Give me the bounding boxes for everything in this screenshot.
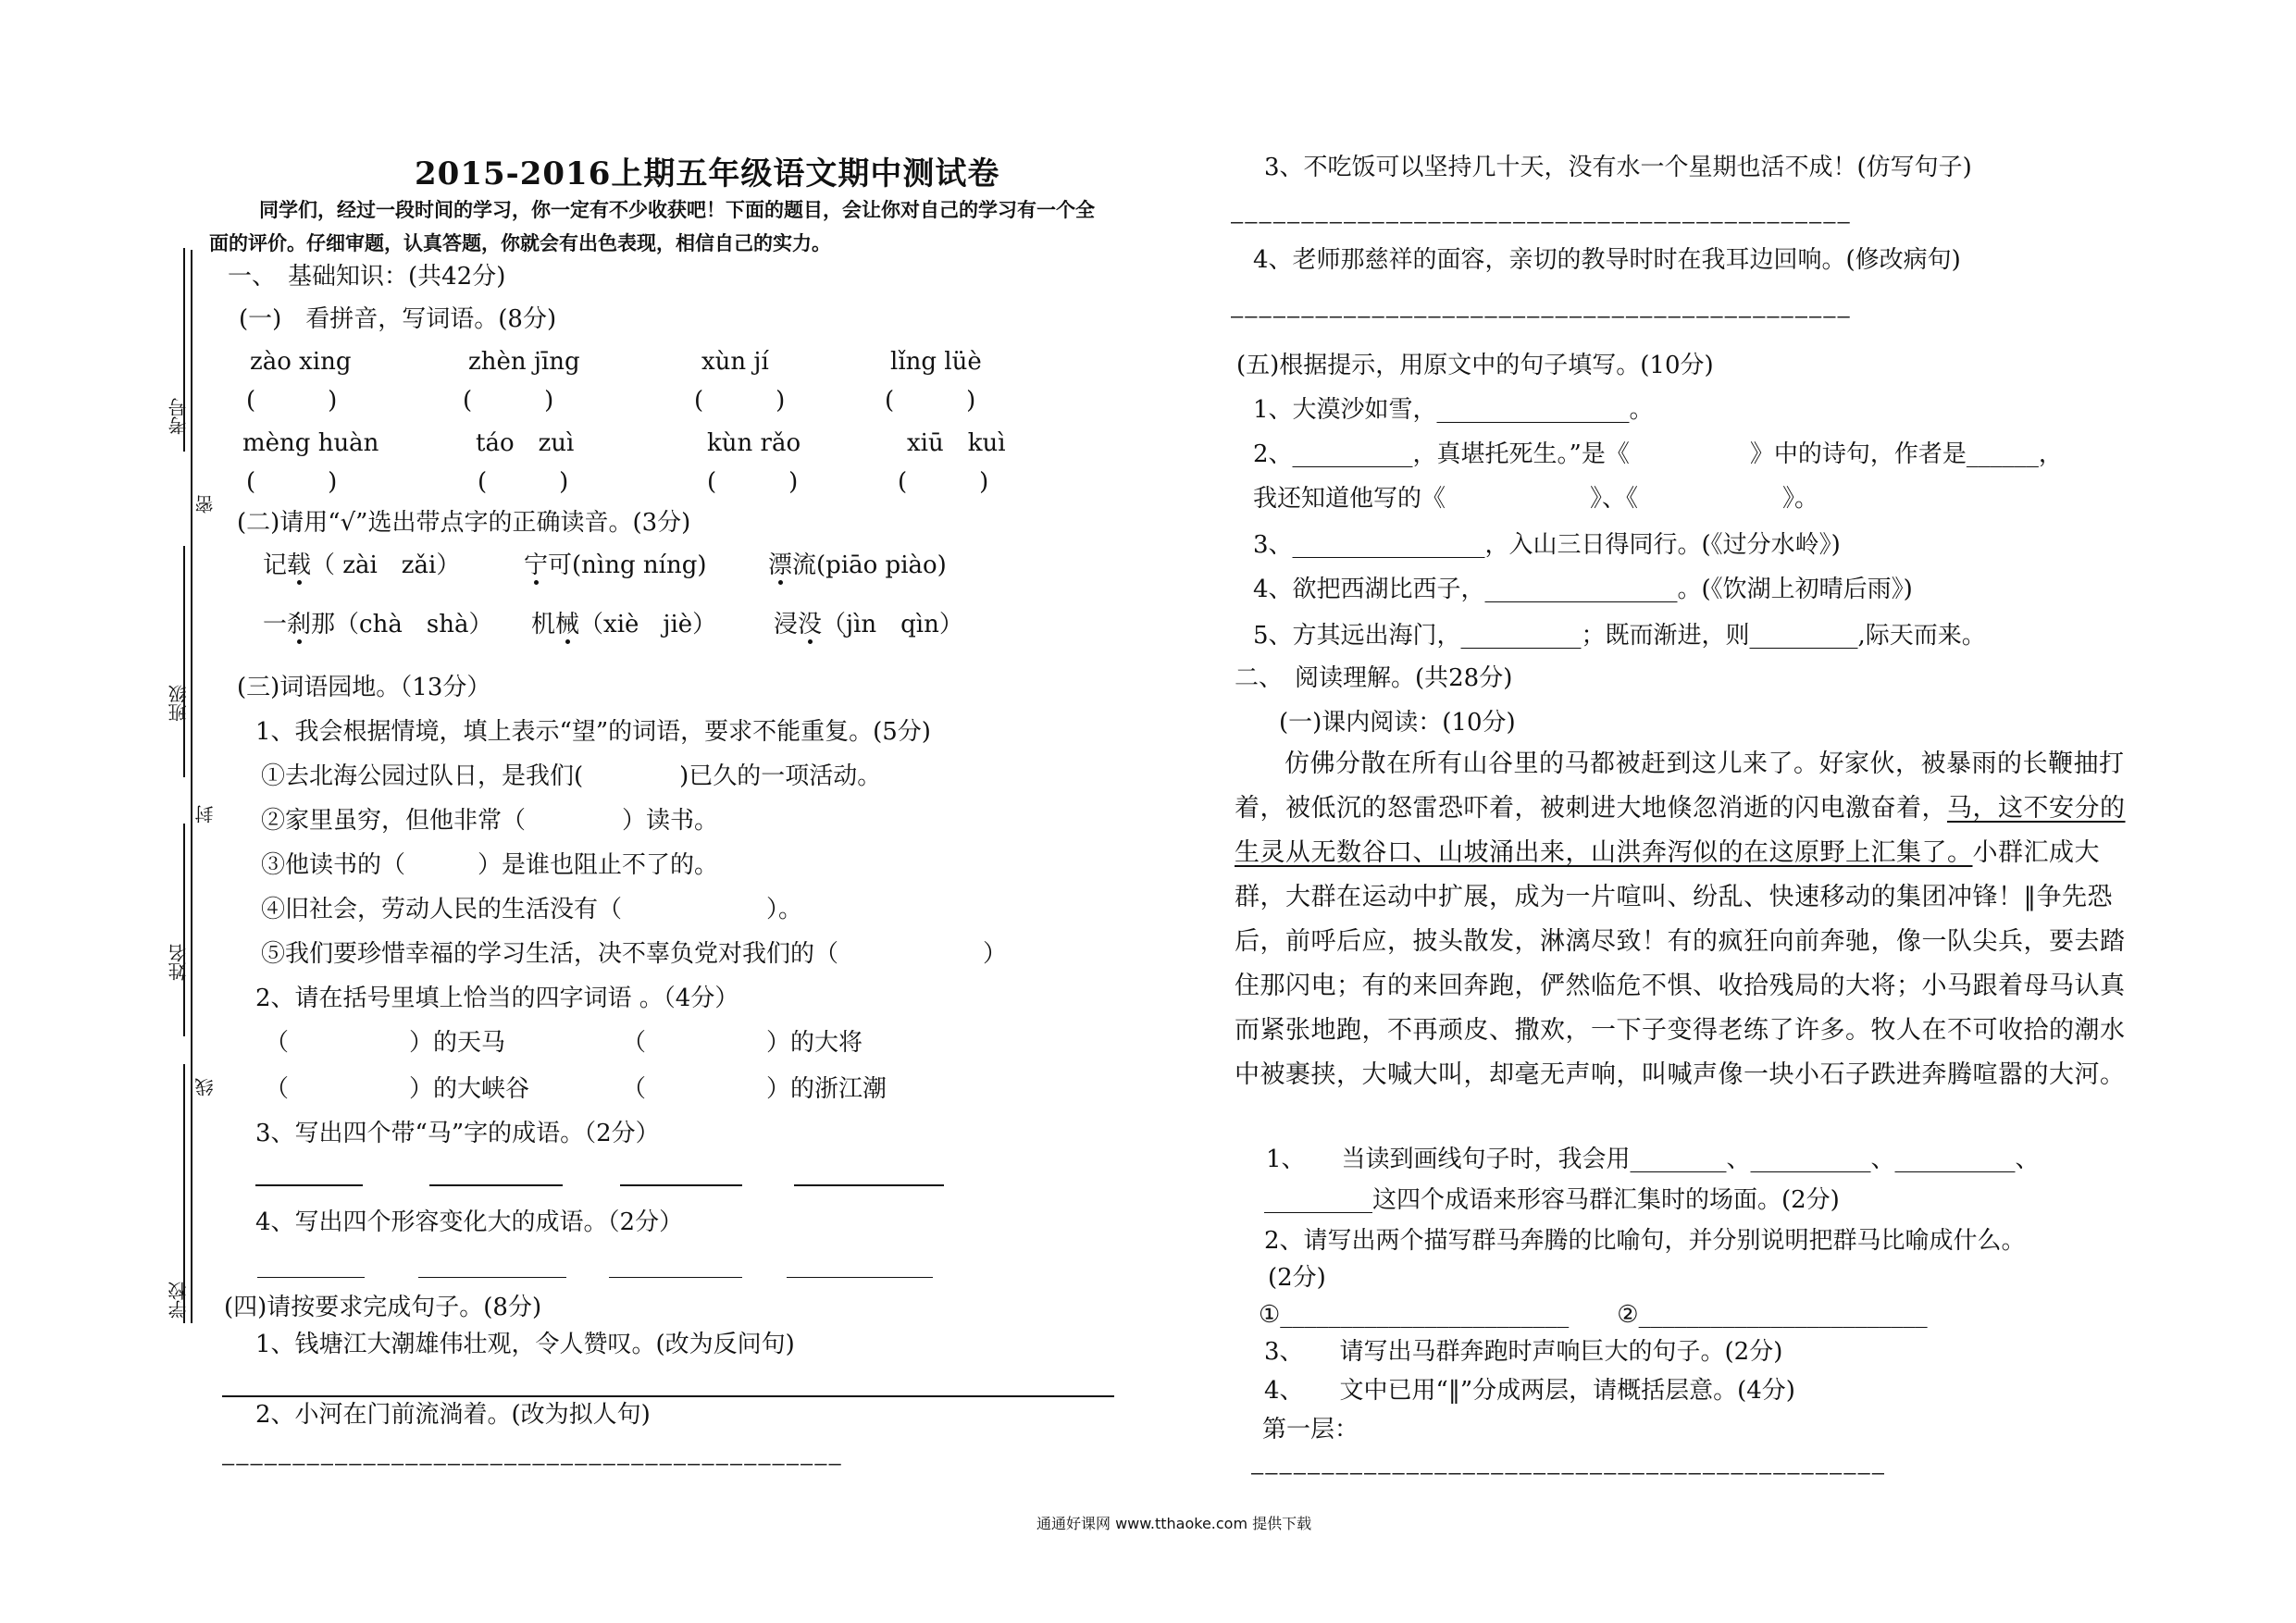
- layer-one-label: 第一层：: [1262, 1416, 1359, 1443]
- part-4-q4: 4、老师那慈祥的面容，亲切的教导时时在我耳边回响。(修改病句): [1253, 246, 1961, 274]
- answer-line: [787, 1277, 933, 1278]
- part-4-heading: (四)请按要求完成句子。(8分): [224, 1294, 542, 1321]
- reading-passage: 仿佛分散在所有山谷里的马都被赶到这儿来了。好家伙，被暴雨的长鞭抽打着，被低沉的怒雷恐吓着，被刺进大地倏忽消逝的闪电激奋着，马，这不安分的生灵从无数谷口、山坡涌出来，山洪奔泻似的在这原野上汇集了。小群汇成大群，大群在运动中扩展，成为一片喧叫、纷乱、快速移动的集团冲锋！‖争先恐后，前呼后应，披头散发，淋漓尽致！有的疯狂向前奔驰，像一队尖兵，要去踏住那闪电；有的来回奔跑，俨然临危不惧、收拾残局的大将；小马跟着母马认真而紧张地跑，不再顽皮、撒欢，一下子变得老练了许多。牧人在不可收拾的潮水中被裹挟，大喊大叫，却毫无声响，叫喊声像一块小石子跌进奔腾喧嚣的大河。: [1235, 750, 2126, 1089]
- poem-fill: 1、大漠沙如雪，________________。: [1253, 396, 1654, 424]
- dotted-char: 刹: [287, 611, 312, 638]
- reading-q2-score: (2分): [1268, 1264, 1326, 1292]
- fill-item: ④旧社会，劳动人民的生活没有（ ）。: [261, 896, 803, 923]
- answer-paren: ( ): [898, 468, 989, 496]
- part-3-heading: (三)词语园地。（13分）: [237, 674, 491, 701]
- dashed-answer-line: —————————————————————————————————————————————: [1251, 1462, 1887, 1485]
- poem-fill: 我还知道他写的《 》、《 》。: [1253, 485, 1819, 513]
- pinyin-7: kùn rǎo: [707, 429, 801, 457]
- pinyin-2: zhèn jīng: [468, 348, 580, 376]
- reading-q2: 2、请写出两个描写群马奔腾的比喻句，并分别说明把群马比喻成什么。: [1264, 1227, 2026, 1255]
- dotted-word-item: 机械（xiè jiè）: [531, 611, 717, 638]
- dotted-char: 漂: [768, 551, 793, 579]
- dotted-word-item: 宁可(nìng níng): [524, 551, 707, 579]
- page-title: 2015-2016上期五年级语文期中测试卷: [415, 155, 1000, 192]
- part-3-q2: 2、请在括号里填上恰当的四字词语 。（4分）: [255, 985, 739, 1012]
- intro-line-1: 同学们，经过一段时间的学习，你一定有不少收获吧！下面的题目，会让你对自己的学习有一个全: [259, 198, 1095, 221]
- idiom-fill: （ ）的浙江潮: [622, 1075, 887, 1103]
- dashed-answer-line: ————————————————————————————————————————————: [222, 1453, 843, 1476]
- poem-fill: 4、欲把西湖比西子，________________。(《饮湖上初晴后雨》): [1253, 576, 1913, 603]
- poem-fill: 2、__________，真堪托死生。”是《 》中的诗句，作者是______，: [1253, 440, 2063, 468]
- part-4-q2: 2、小河在门前流淌着。(改为拟人句): [255, 1401, 651, 1429]
- dotted-char: 宁: [524, 551, 549, 579]
- fill-item: ③他读书的（ ）是谁也阻止不了的。: [261, 851, 719, 879]
- pinyin-6: táo zuì: [476, 429, 575, 457]
- poem-fill: 3、________________，入山三日得同行。(《过分水岭》): [1253, 531, 1841, 559]
- part-3-q3: 3、写出四个带“马”字的成语。（2分）: [255, 1120, 660, 1147]
- answer-line: [257, 1277, 365, 1278]
- dotted-char: 没: [798, 611, 823, 638]
- intro-line-2: 面的评价。仔细审题，认真答题，你就会有出色表现，相信自己的实力。: [209, 231, 831, 254]
- answer-paren: ( ): [463, 387, 554, 415]
- section-2-heading: 二、 阅读理解。(共28分): [1235, 664, 1513, 692]
- dotted-word-item: 漂流(piāo piào): [768, 551, 947, 579]
- dotted-word-item: 一刹那（chà shà）: [263, 611, 493, 638]
- idiom-fill: （ ）的天马: [265, 1029, 506, 1057]
- answer-paren: ( ): [707, 468, 799, 496]
- part-4-q3: 3、不吃饭可以坚持几十天，没有水一个星期也活不成！(仿写句子): [1264, 154, 1972, 181]
- answer-line: [255, 1184, 363, 1186]
- dotted-word-item: 浸没（jìn qìn）: [774, 611, 963, 638]
- seal-feng: 封: [194, 805, 217, 824]
- poem-fill: 5、方其远出海门，__________；既而渐进，则_________,际天而来。: [1253, 622, 1986, 650]
- fill-item: ⑤我们要珍惜幸福的学习生活，决不辜负党对我们的（ ）: [261, 940, 1008, 968]
- dashed-answer-line: ————————————————————————————————————————————: [1231, 211, 1852, 234]
- reading-q2-answers: ①________________________ ②________________________: [1259, 1301, 1928, 1329]
- answer-paren: ( ): [246, 387, 338, 415]
- answer-line: [418, 1277, 566, 1278]
- dashed-answer-line: ————————————————————————————————————————————: [1231, 305, 1852, 328]
- label-banji: 班级: [168, 685, 190, 722]
- part-3-q1: 1、我会根据情境，填上表示“望”的词语，要求不能重复。(5分): [255, 718, 931, 746]
- answer-line: [429, 1184, 563, 1186]
- reading-q3: 3、 请写出马群奔跑时声响巨大的句子。(2分): [1264, 1338, 1783, 1366]
- reading-q4: 4、 文中已用“‖”分成两层，请概括层意。(4分): [1264, 1377, 1795, 1405]
- binding-line-xingming: [183, 824, 185, 1036]
- answer-paren: ( ): [478, 468, 569, 496]
- dotted-char: 载: [287, 551, 312, 579]
- pinyin-1: zào xing: [250, 348, 352, 376]
- underlined-sentence: 马，这不安分的生灵从无数谷口、山坡涌出来，山洪奔泻似的在这原野上汇集了。: [1235, 794, 2126, 867]
- label-xingming: 姓名: [168, 944, 190, 981]
- pinyin-5: mèng huàn: [242, 429, 379, 457]
- fill-item: ①去北海公园过队日，是我们( )已久的一项活动。: [261, 762, 882, 790]
- reading-q1: 1、 当读到画线句子时，我会用________、__________、__________、: [1266, 1146, 2040, 1173]
- pinyin-3: xùn jí: [701, 348, 769, 376]
- section-1-heading: 一、 基础知识：(共42分): [228, 263, 506, 291]
- answer-paren: ( ): [885, 387, 976, 415]
- answer-line: [222, 1395, 1114, 1397]
- part-4-q1: 1、钱塘江大潮雄伟壮观，令人赞叹。(改为反问句): [255, 1331, 795, 1358]
- part-3-q4: 4、写出四个形容变化大的成语。（2分）: [255, 1208, 684, 1236]
- idiom-fill: （ ）的大峡谷: [265, 1075, 530, 1103]
- idiom-fill: （ ）的大将: [622, 1029, 863, 1057]
- fill-item: ②家里虽穷，但他非常（ ）读书。: [261, 807, 719, 835]
- part-2-heading: (二)请用“√”选出带点字的正确读音。(3分): [237, 509, 691, 537]
- answer-line: [794, 1184, 944, 1186]
- page-footer: 通通好课网 www.tthaoke.com 提供下载: [1036, 1515, 1312, 1532]
- dotted-char: 械: [555, 611, 580, 638]
- dotted-word-item: 记载（ zài zǎi）: [263, 551, 461, 579]
- pinyin-4: lǐng lüè: [890, 348, 982, 376]
- label-xuexiao: 学校: [168, 1282, 190, 1319]
- label-kaohao: 考号: [168, 398, 190, 435]
- answer-paren: ( ): [694, 387, 786, 415]
- binding-line-banji: [183, 546, 185, 777]
- part-5-heading: (五)根据提示，用原文中的句子填写。(10分): [1236, 352, 1714, 379]
- answer-paren: ( ): [246, 468, 338, 496]
- seal-xian: 线: [194, 1078, 217, 1096]
- seal-mi: 密: [194, 495, 217, 514]
- reading-q1-cont: _________这四个成语来形容马群汇集时的场面。(2分): [1264, 1186, 1840, 1214]
- answer-line: [620, 1184, 742, 1186]
- pinyin-8: xiū kuì: [907, 429, 1006, 457]
- reading-1-heading: (一)课内阅读：(10分): [1279, 709, 1516, 737]
- part-1-heading: (一) 看拼音，写词语。(8分): [239, 305, 557, 333]
- answer-line: [609, 1277, 742, 1278]
